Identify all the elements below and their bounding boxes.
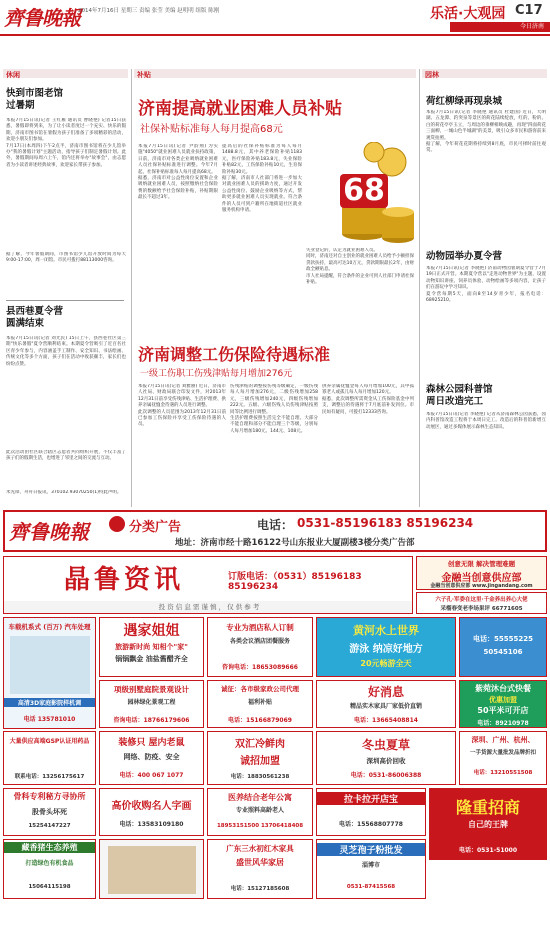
- center-headline: 济南提高就业困难人员补贴: [138, 99, 342, 119]
- center-subheadline-2: 一级工伤职工伤残津贴每月增加276元: [140, 369, 293, 379]
- ad-water-park-sub: 游泳 纳凉好地方: [349, 644, 423, 655]
- info-banner-title: 晶鲁资讯: [64, 565, 185, 595]
- ad-elderly-care-phone: 18953151500 13706418408: [216, 823, 304, 829]
- info-banner-note: 投 资 信 息 需 谨 慎 ， 仅 供 参 考: [4, 601, 413, 614]
- info-banner-phone: 订版电话：（0531）85196183 85196234: [228, 572, 362, 592]
- right-article-2-body: 本报7月15日讯(记者 李晓艳) 济南动物园暑期夏令营于7月19日正式开营。本期夏令营以"走进动物世界"为主题，设置动物知识讲座、饲养员体验、动物绘画等多项内容，让孩子们在游玩中学习知识。 夏令营每期5天，面向8至14岁青少年，报名电话：68925210。: [426, 266, 546, 304]
- ad-pig-farm-sub: 打造绿色有机食品: [25, 860, 74, 867]
- target-icon: [109, 516, 125, 532]
- info-banner: [3, 556, 413, 614]
- center-article-col-1: 本报7月15日讯(记者 尹韵翔) 为实施"4050"就业困难人员就业扶持政策，日前，济南市对各类企业吸纳就业困难人员社保补贴标准进行调整。今年7月起，社保补贴标准每人每月提高68元。 据悉，济南市对公益性岗位安置和企业吸纳就业困难人员，按照缴纳社会保险费的数额给予社会保险补贴，补贴期限最长不超过3年。: [138, 144, 218, 201]
- ad-orthopedic-phone: 15254147227: [28, 823, 71, 829]
- ad-elderly-care-title: 医养结合老年公寓: [228, 793, 292, 802]
- right-headline-1: 荷红柳绿再现泉城: [426, 96, 503, 107]
- ad-furniture-sub: 精品实木家具厂家低价直销: [349, 703, 422, 710]
- ad-pest-title: 装修只 屋内老鼠: [118, 738, 185, 748]
- right-article-3-body: 本报7月15日讯(记者 李晓艳) 记者从济南森林公园获悉，园内科普馆改造工程将于本周日完工。改造后的科普馆新增互动展区，通过多媒体展示森林生态知识。: [426, 412, 546, 430]
- ad-car-phone: 电话 135781010: [23, 716, 76, 723]
- ad-hotel-phone: 咨询电话：18653089666: [222, 664, 298, 671]
- ad-water-park-title: 黄河水上世界: [353, 624, 419, 637]
- left-notice: 米先锋，舟舟日报讯，370102.93070250(1)特此声明。: [6, 490, 122, 495]
- section-title: 乐活·大观园: [430, 6, 506, 22]
- ad-pest-phone: 电话：400 067 1077: [119, 772, 184, 779]
- ad-pest-sub: 网络、防疫、安全: [123, 753, 180, 761]
- column-rule: [131, 69, 132, 507]
- ad-cordyceps: [316, 731, 456, 785]
- ad-fast-food-title: 紫菀沐台式快餐: [475, 684, 531, 693]
- ad-fast-food: [459, 680, 547, 728]
- ad-car-title: 车载机系式 (百万) 汽车处理: [8, 623, 91, 631]
- ad-villa-sub: 园林绿化景观工程: [127, 699, 176, 706]
- classified-phone-bar: [3, 510, 547, 552]
- ad-wholesale-phone: 电话：13210551508: [473, 770, 533, 776]
- page-number: C17: [515, 3, 543, 18]
- ad-phone-blue-sub: 50545106: [483, 648, 523, 656]
- ad-fast-food-price: 50平米可开店: [477, 706, 529, 715]
- ad-orthopedic: [3, 788, 96, 836]
- left-article-1-tail: 据了解，今年暑假期间，市图书馆少儿馆开放时间为每天9:00-17:00，周一闭馆。市民可拨打88113000咨询。: [6, 252, 126, 264]
- ad-rosewood-title: 广东三水初红木家具: [226, 844, 294, 853]
- ad-calligraphy-title: 高价收购名人字画: [111, 801, 192, 812]
- column-rule: [419, 69, 420, 507]
- ad-housekeeping: [207, 680, 313, 728]
- right-headline-2: 动物园举办夏令营: [426, 251, 503, 262]
- center-section-label: 补贴: [137, 71, 151, 79]
- ad-pig-farm: [3, 839, 96, 899]
- ad-franchise-sub: 自己的王牌: [468, 820, 508, 829]
- divider: [6, 300, 124, 301]
- phone-label: 电话：: [257, 518, 294, 532]
- left-section-label: 休闲: [6, 71, 20, 79]
- center-article-2-col-2: 伤残津贴的调整按伤残等级确定，一级伤残每人每月增加276元，二级伤残增加258元，三级伤残增加240元，四级伤残增加222元。五级、六级伤残人员伤残津贴按照同等比例进行调整。 生活护理费按照生活完全不能自理、大部分不能自理和部分不能自理三个等级，分别每人每月增加180元、144元、108元。: [230, 384, 318, 434]
- car-image: [10, 636, 90, 694]
- ad-lingzhi-title: 灵芝孢子粉批发: [317, 843, 425, 856]
- ad-photo: [99, 839, 204, 899]
- ad-pig-farm-phone: 15064115198: [28, 884, 71, 890]
- header-meta: 2014年7月16日 星期三 责编 张莹 美编 赵明明 组版 陈刚: [78, 8, 220, 14]
- ad-rosewood: [207, 839, 313, 899]
- ad-fast-food-phone: 电话：89210978: [477, 720, 529, 727]
- ad-calligraphy-phone: 电话：13583109180: [119, 821, 184, 828]
- ad-liuzi-title: 六子孔·军委在这里·千金养出养心大佬: [435, 597, 528, 603]
- ad-gsp-title: 大量供应高端GSP认证用药品: [9, 738, 90, 745]
- ad-yujia-line: 锅锅飘金 油盐酱醋齐全: [115, 655, 188, 663]
- ad-hotel-sub: 各类会议酒店团餐服务: [229, 638, 290, 645]
- ad-franchise-title: 隆重招商: [455, 798, 520, 817]
- ad-villa-phone: 咨询电话：18766179606: [113, 717, 190, 724]
- classified-logo: 齊鲁晚報: [9, 520, 89, 544]
- ad-furniture-phone: 电话：13665408814: [354, 717, 418, 724]
- ad-orthopedic-title: 骨科专利秘方寻协所: [13, 792, 86, 801]
- ad-elderly-care: [207, 788, 313, 836]
- left-article-2-body: 本报7月15日讯(记者 刘光民) 15日上午，县西巷社区第三期"快乐暑假"夏令营顺利结束。本期夏令营吸引了近百名社区青少年参与，内容涵盖手工制作、安全知识、书法绘画、传统文化等多个方面，孩子们在活动中收获颇丰，家长们也纷纷点赞。: [6, 336, 126, 367]
- ad-meat: [207, 731, 313, 785]
- ad-housekeeping-sub: 福利补贴: [247, 699, 272, 706]
- ad-cordyceps-title: 冬虫夏草: [361, 738, 410, 752]
- ad-creative: [416, 556, 547, 590]
- ad-hotel-title: 专业为酒店私人订制: [226, 623, 294, 632]
- ad-fast-food-sub: 优惠加盟: [489, 696, 517, 704]
- center-subheadline: 社保补贴标准每人每月提高68元: [140, 124, 283, 135]
- ad-furniture: [316, 680, 456, 728]
- ad-lakala: [316, 788, 426, 836]
- ad-meat-title: 双汇冷鲜肉: [235, 739, 285, 750]
- figure-68-badge: 68: [340, 174, 388, 208]
- left-article-1-body: 本报7月15日讯(记者 王红雁 通讯员 曹晓艳) 记者15日获悉，暑假即将到来，为了让小读者度过一个充实、快乐的假期，济南市图书馆在暑假为孩子们准备了多项精彩的活动，欢迎小朋友们参加。 7月17日(本周四)下午2点半，济南市图书馆将在少儿馆举办"我的暑假计划"主题活动，指导孩子们制定暑假计划。此外，暑假期间每周六上午，馆内还将举办"故事会"，由志愿者为小读者讲述经典故事，欢迎家长带孩子参加。: [6, 118, 126, 168]
- ad-wholesale-title: 深圳、广州、杭州、: [471, 736, 535, 744]
- ad-pig-farm-title: 藏香猪生态养殖: [4, 842, 95, 853]
- ad-villa-title: 项级别墅庭院景观设计: [114, 685, 189, 694]
- ad-lakala-phone: 电话：15568807778: [339, 821, 403, 828]
- ad-orthopedic-sub: 股骨头坏死: [32, 808, 67, 816]
- ad-pest: [99, 731, 204, 785]
- left-article-2-tail: 此次活动由社区联合辖区志愿者共同组织开展，不仅丰富了孩子们的假期生活，也增进了邻里之间的交流与互动。: [6, 450, 126, 462]
- ad-wholesale-sub: 一手货源大量批发品牌折扣: [469, 750, 536, 756]
- ad-lingzhi-sub: 淄博市: [361, 862, 380, 869]
- ad-yujia-title: 遇家姐姐: [123, 623, 180, 639]
- ad-rosewood-sub: 盛世风华家居: [236, 858, 284, 867]
- ad-creative-sub: 金融当创意供应部: [441, 573, 522, 584]
- ad-wholesale: [459, 731, 547, 785]
- ad-cordyceps-sub: 深圳高价回收: [366, 757, 406, 765]
- ad-creative-title: 创意无限 解决管理难题: [447, 560, 516, 568]
- center-headline-2: 济南调整工伤保险待遇标准: [138, 345, 331, 364]
- ad-car-sub: 高清3D家庭影院样机调: [4, 698, 95, 707]
- ad-phone-blue-title: 电话：55555225: [473, 635, 533, 643]
- right-section-label: 园林: [425, 71, 439, 79]
- ad-gsp: [3, 731, 96, 785]
- ad-yujia: [99, 617, 204, 677]
- classified-address: 地址：济南市经十路16122号山东报业大厦副楼3楼分类广告部: [175, 538, 415, 548]
- center-article-2-col-3: 供养亲属抚恤金每人每月增加100元，其中孤寡老人或孤儿每人每月增加120元。 据悉，此次调整所需资金从工伤保险基金中列支，调整后的待遇将于7月底前补发到位。市民如有疑问，可拨打12333咨询。: [322, 384, 414, 415]
- ad-gsp-phone: 联系电话：13256175617: [14, 774, 85, 780]
- ad-phone-blue: [459, 617, 547, 677]
- ad-rosewood-phone: 电话：15127185608: [230, 886, 290, 892]
- ad-cordyceps-phone: 电话：0531-86006388: [350, 772, 422, 779]
- ad-meat-phone: 电话：18830561238: [230, 774, 290, 780]
- right-headline-3: 森林公园科普馆 周日改造完工: [426, 384, 493, 407]
- center-article-col-3: 失业登记的，认定为就业困难人员。 同时，济南还对自主创业的就业困难人员给予小额担保贷款扶持，最高可达10万元，贷款期限最长2年，由财政全额贴息。 市人社局提醒，符合条件的企业可到人社部门申请社保补贴。: [306, 248, 414, 286]
- ad-hotel: [207, 617, 313, 677]
- ad-liuzi: [416, 592, 547, 614]
- ad-elderly-care-sub: 专业照料高龄老人: [235, 807, 284, 814]
- ad-lingzhi: [316, 839, 426, 899]
- header-rule: [0, 34, 550, 36]
- ad-creative-line: 金融当创意供应部 www.jingandang.com: [430, 583, 533, 589]
- ad-housekeeping-title: 诚征：各市级家政公司代理: [221, 685, 299, 693]
- ad-car: [3, 617, 96, 729]
- ad-franchise-phone: 电话：0531-51000: [458, 847, 518, 854]
- page-header: [0, 0, 550, 44]
- ad-lingzhi-phone: 0531-87415568: [346, 884, 396, 890]
- classified-phones: 0531-85196183 85196234: [297, 516, 474, 530]
- ad-water-park: [316, 617, 456, 677]
- ad-yujia-sub: 旅游新时尚 知相个"家": [115, 643, 188, 651]
- ad-housekeeping-phone: 电话：15166879069: [228, 717, 292, 724]
- right-label-bar: [422, 69, 547, 78]
- ad-meat-sub: 诚招加盟: [240, 756, 280, 767]
- newspaper-logo: 齊鲁晚報: [4, 6, 80, 30]
- classified-label: 分类广告: [129, 520, 182, 535]
- ad-liuzi-sub: 采榴春变老李场果评 66771605: [440, 606, 523, 612]
- product-image: [108, 846, 196, 894]
- left-label-bar: [3, 69, 128, 78]
- section-subtitle: 今日济南: [450, 22, 550, 32]
- ad-calligraphy: [99, 788, 204, 836]
- center-label-bar: [134, 69, 416, 78]
- left-headline-2: 县西巷夏令营 圆满结束: [6, 306, 64, 329]
- right-article-1-body: 本报7月15日讯(记者 李晓艳 通讯员 杜建国) 近日，大明湖、五龙潭、趵突泉等景区的荷花陆续绽放，红的、粉的、白的荷花亭亭玉立，与周边的垂柳相映成趣，再现"四面荷花三面柳，一城山色半城湖"的美景，吸引众多市民和游客前来观赏拍照。 据了解，今年荷花花期将持续到8月底，市民可择时前往观赏。: [426, 110, 546, 154]
- left-headline-1: 快到市图老馆 过暑期: [6, 88, 64, 111]
- ad-water-park-price: 20元畅游全天: [360, 659, 412, 668]
- ad-lakala-title: 拉卡拉开店宝: [317, 792, 425, 805]
- ad-franchise: [429, 788, 547, 860]
- ad-furniture-title: 好消息: [367, 685, 404, 699]
- center-article-col-2: 提高后的社保补贴标准为每人每月1488.8元，其中养老保险补贴1183元，医疗保险补贴183.8元，失业保险补贴82元，工伤保险补贴10元，生育保险补贴30元。 据了解，济南市人社部门将进一步加大对就业困难人员的援助力度，通过开发公益性岗位、鼓励企业吸纳等方式，帮助更多就业困难人员实现就业。符合条件的人员可到户籍所在地街道社区就业服务机构申请。: [222, 144, 302, 214]
- ad-villa: [99, 680, 204, 728]
- center-article-2-col-1: 本报7月15日讯(记者 刘雅丽) 近日，济南市人社局、财政局联合印发文件，对2013年12月31日前享受伤残津贴、生活护理费、供养亲属抚恤金待遇的人员进行调整。 此次调整的人员范围为2013年12月31日前已参加工伤保险并享受工伤保险待遇的人员。: [138, 384, 226, 428]
